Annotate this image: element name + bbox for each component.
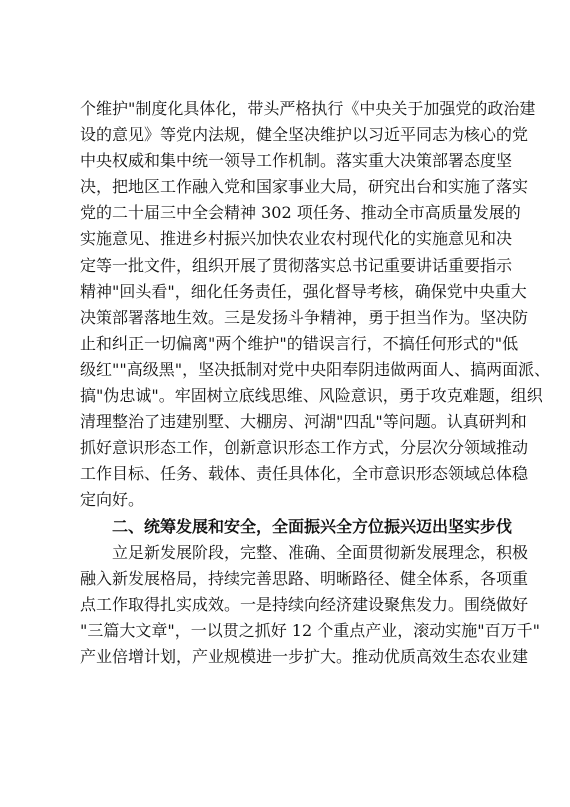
text-line: 决，把地区工作融入党和国家事业大局，研究出台和实施了落实 [80,177,529,197]
text-line: 实施意见、推进乡村振兴加快农业农村现代化的实施意见和决 [80,229,513,249]
text-line: 定等一批文件，组织开展了贯彻落实总书记重要讲话重要指示 [80,255,513,275]
text-line: 搞"伪忠诚"。牢固树立底线思维、风险意识，勇于攻克难题，组织 [80,386,543,406]
text-line: 产业倍增计划，产业规模进一步扩大。推动优质高效生态农业建 [80,646,529,666]
text-line: 定向好。 [80,490,145,510]
text-line: 决策部署落地生效。三是发扬斗争精神，勇于担当作为。坚决防 [80,307,529,327]
text-line: 止和纠正一切偏离"两个维护"的错误言行，不搞任何形式的"低 [80,333,519,353]
text-line: 中央权威和集中统一领导工作机制。落实重大决策部署态度坚 [80,151,513,171]
section-heading: 二、统筹发展和安全，全面振兴全方位振兴迈出坚实步伐 [112,516,513,536]
text-line: 精神"回头看"，细化任务责任，强化督导考核，确保党中央重大 [80,281,527,301]
text-line: 抓好意识形态工作，创新意识形态工作方式，分层次分领域推动 [80,438,529,458]
text-line: 设的意见》等党内法规，健全坚决维护以习近平同志为核心的党 [80,125,529,145]
text-line: 工作目标、任务、载体、责任具体化，全市意识形态领域总体稳 [80,464,529,484]
text-line: 立足新发展阶段，完整、准确、全面贯彻新发展理念，积极 [112,542,529,562]
text-line: "三篇大文章"，一以贯之抓好 12 个重点产业，滚动实施"百万千" [80,620,540,640]
text-line: 清理整治了违建别墅、大棚房、河湖"四乱"等问题。认真研判和 [80,412,527,432]
text-line: 点工作取得扎实成效。一是持续向经济建设聚焦发力。围绕做好 [80,594,529,614]
text-line: 个维护"制度化具体化，带头严格执行《中央关于加强党的政治建 [80,99,536,118]
text-line: 融入新发展格局，持续完善思路、明晰路径、健全体系，各项重 [80,568,529,588]
text-line: 级红""高级黑"，坚决抵制对党中央阳奉阴违做两面人、搞两面派、 [80,359,551,379]
text-line: 党的二十届三中全会精神 302 项任务、推动全市高质量发展的 [80,203,521,223]
document-body [80,96,551,670]
